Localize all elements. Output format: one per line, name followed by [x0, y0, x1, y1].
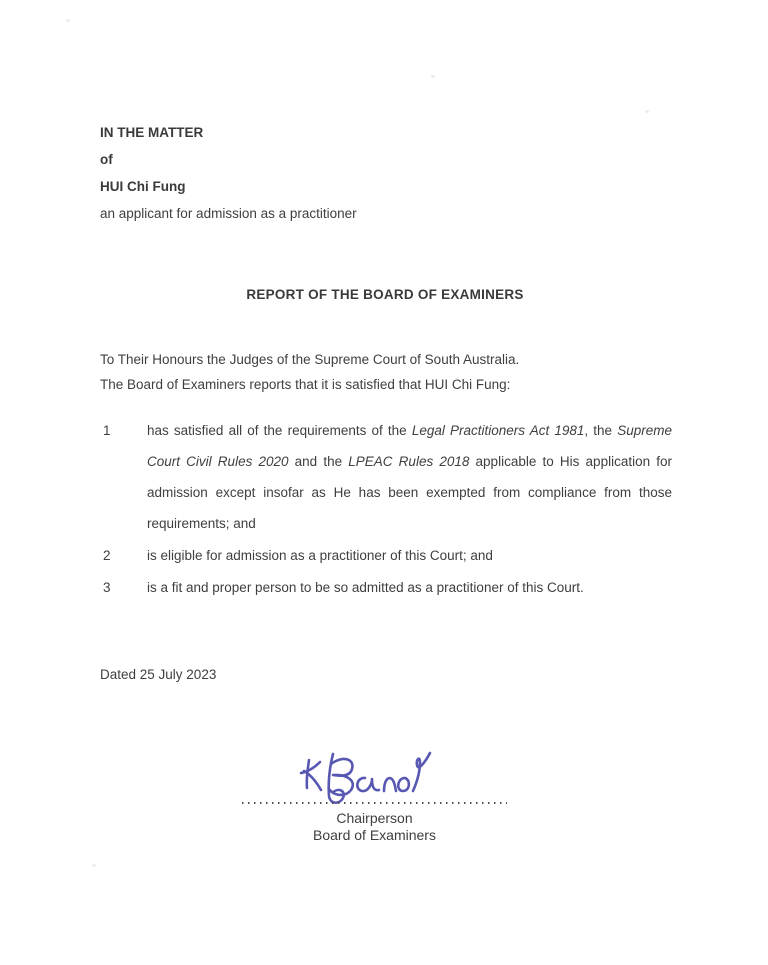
scan-artifact [431, 75, 435, 78]
scan-artifact [92, 864, 96, 867]
item-segment-rules-title: Supreme Court Civil Rules 2020 [147, 423, 672, 469]
item-number: 3 [103, 580, 111, 595]
item-segment-lpeac-title: LPEAC Rules 2018 [348, 454, 470, 469]
item-number: 1 [103, 423, 111, 438]
findings-list [103, 415, 673, 604]
matter-heading [100, 119, 357, 227]
signatory-org: Board of Examiners [313, 827, 436, 843]
item-number: 2 [103, 548, 111, 563]
scan-artifact [66, 19, 70, 22]
applicant-name: HUI Chi Fung [100, 179, 186, 194]
salutation-block [100, 347, 519, 397]
item-segment: is a fit and proper person to be so admitted as a practitioner of this Court. [147, 580, 584, 595]
item-text [147, 415, 672, 539]
item-segment: , the [584, 423, 618, 438]
item-text [147, 572, 672, 603]
salutation-line: To Their Honours the Judges of the Supreme Court of South Australia. [100, 352, 520, 367]
item-text [147, 540, 672, 571]
handwritten-signature [293, 746, 433, 808]
list-item [103, 572, 673, 603]
applicant-description: an applicant for admission as a practitioner [100, 206, 357, 221]
list-item [103, 540, 673, 571]
scan-artifact [645, 110, 649, 113]
item-segment: and the [288, 454, 349, 469]
matter-line-2: of [100, 152, 113, 167]
item-segment: applicable to His application for admission except insofar as He has been exempted from compliance from those requirements; and [147, 454, 673, 531]
signature-block-labels [242, 810, 507, 844]
dated-line: Dated 25 July 2023 [100, 667, 217, 682]
intro-line: The Board of Examiners reports that it is satisfied that HUI Chi Fung: [100, 377, 511, 392]
report-title: REPORT OF THE BOARD OF EXAMINERS [246, 287, 524, 302]
signature-dotted-line [242, 802, 507, 804]
signatory-role: Chairperson [336, 810, 413, 826]
item-segment-act-title: Legal Practitioners Act 1981 [411, 423, 585, 438]
item-segment: is eligible for admission as a practitioner of this Court; and [147, 548, 493, 563]
list-item [103, 415, 673, 539]
item-segment: has satisfied all of the requirements of the [147, 423, 412, 438]
matter-line-1: IN THE MATTER [100, 125, 204, 140]
